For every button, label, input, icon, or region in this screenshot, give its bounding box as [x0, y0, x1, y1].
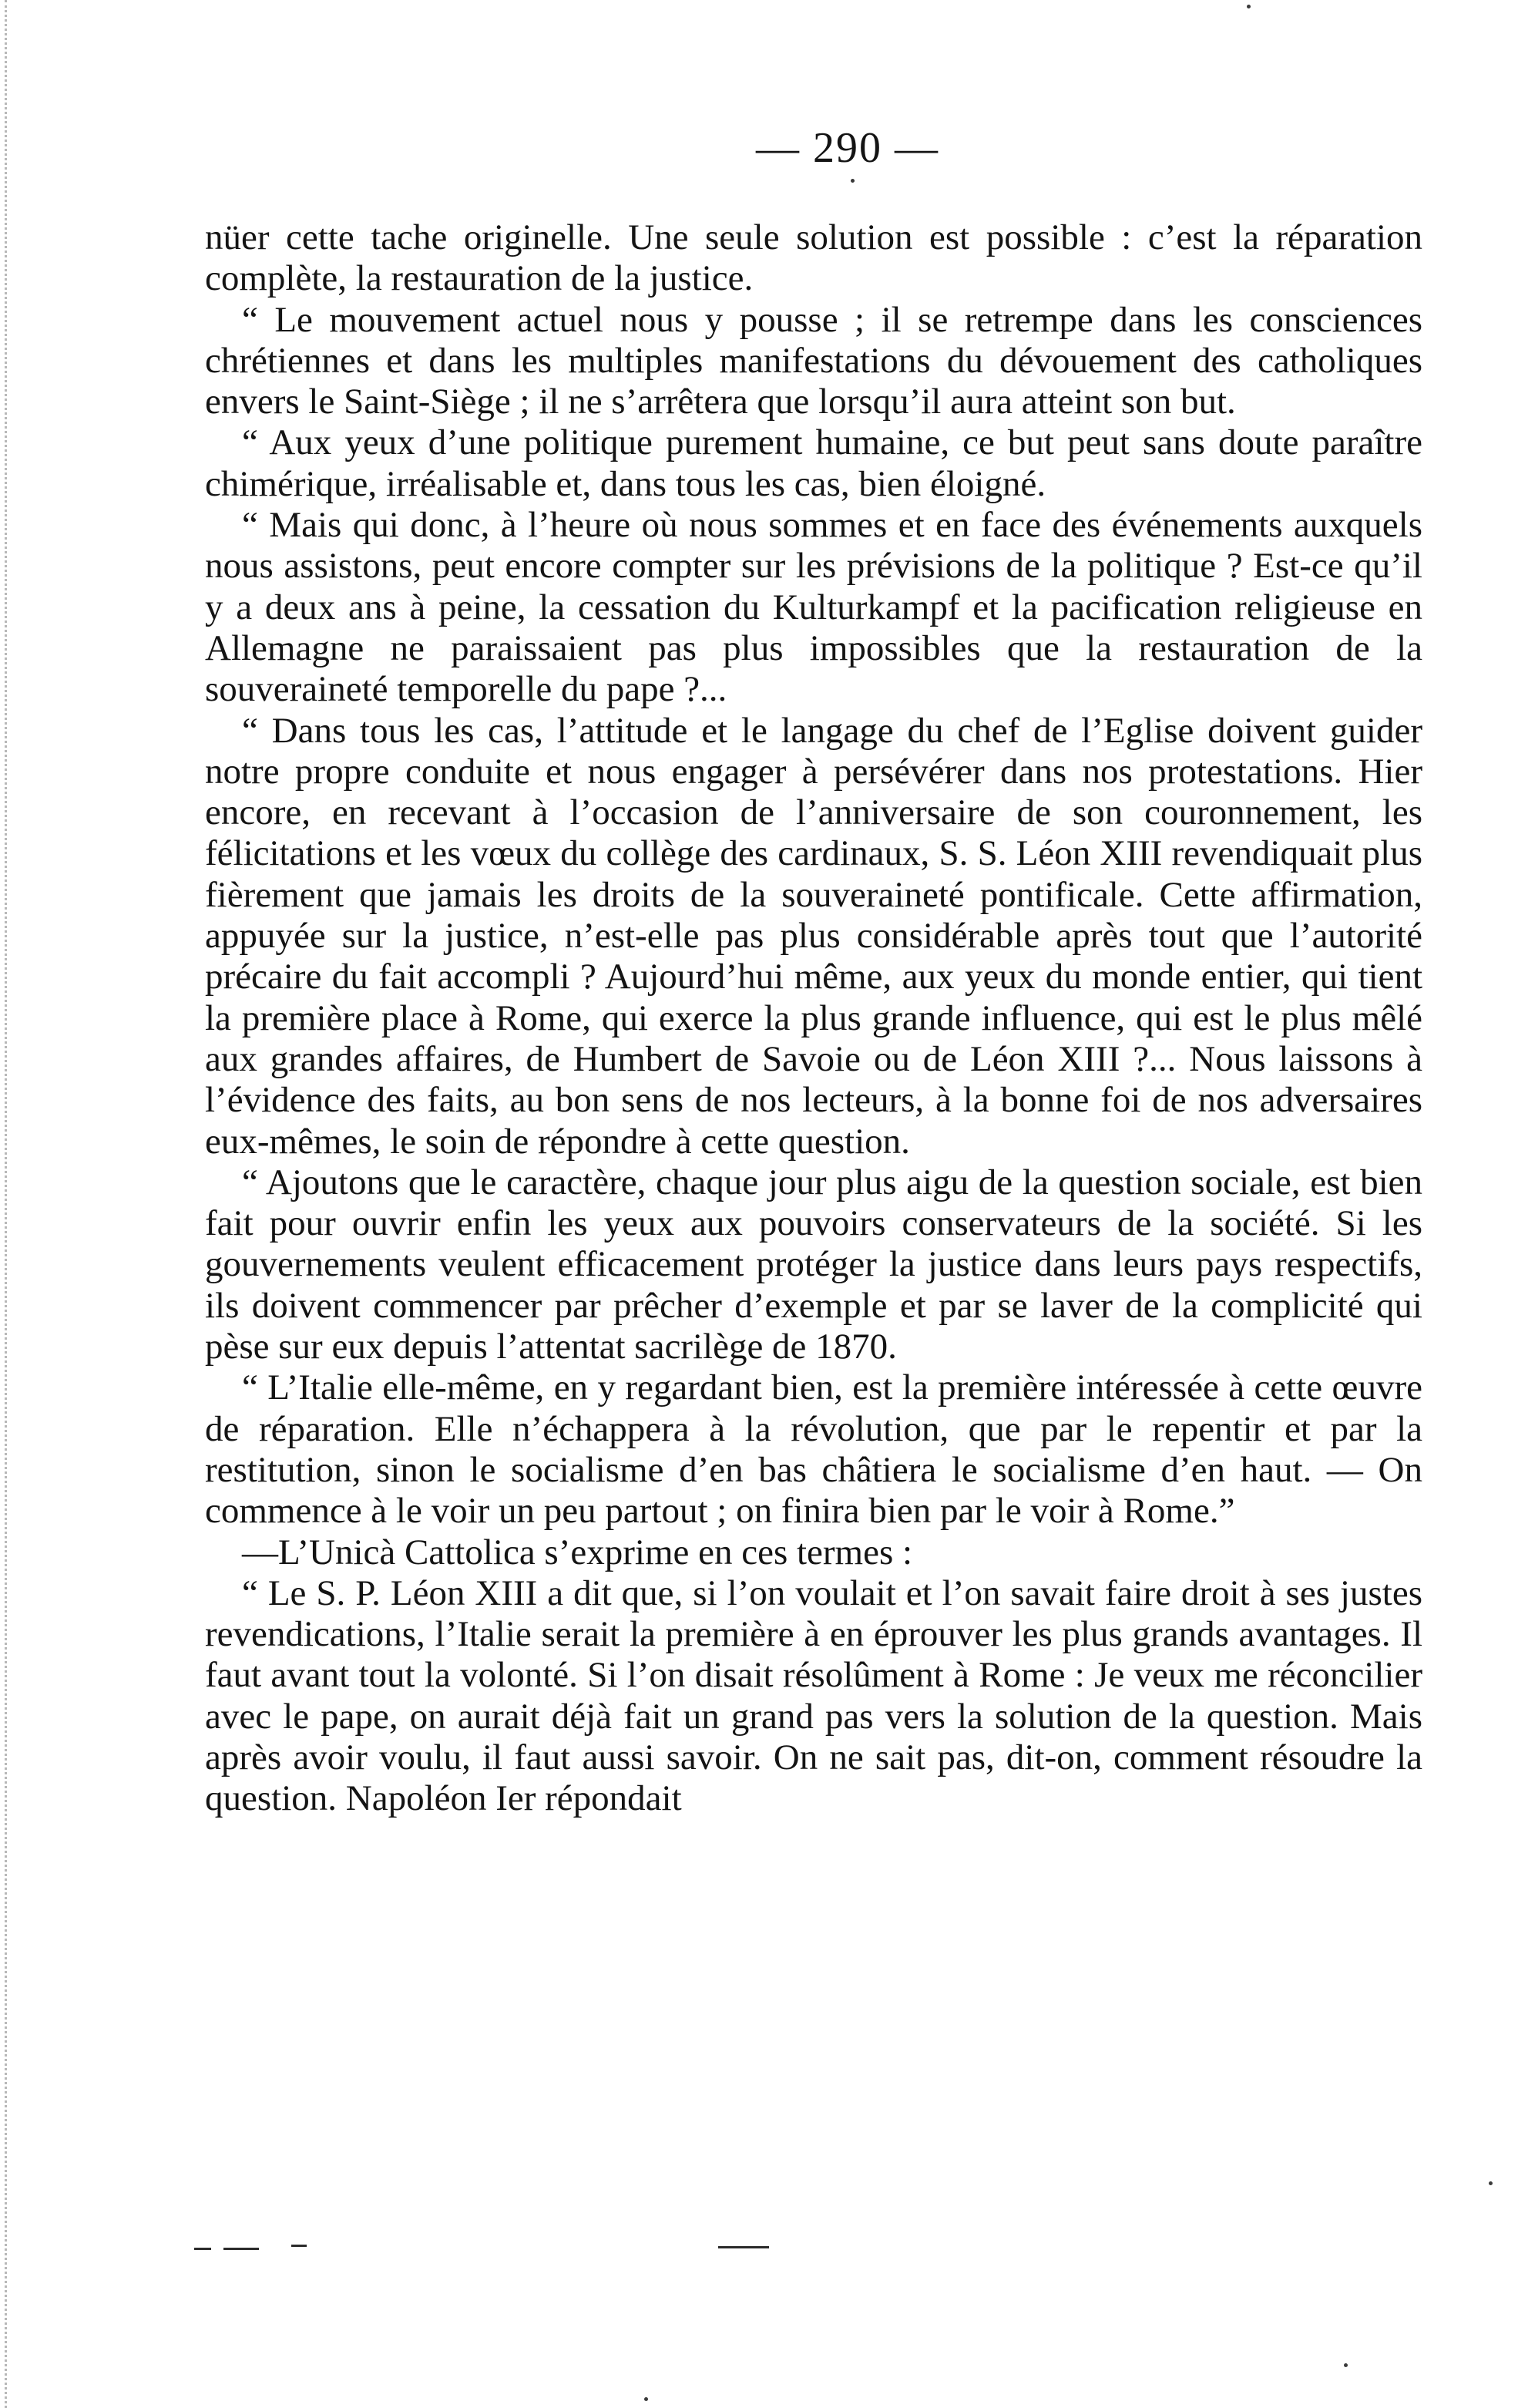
- ink-speck: [1489, 2181, 1493, 2185]
- paragraph-2: “ Le mouvement actuel nous y pousse ; il se retrempe dans les consciences chrétiennes et dans les multiples manifestations du dévouement des catholiques envers le Saint-Siège ; il ne s’arrêtera que lorsqu’il aura atteint son but.: [205, 299, 1422, 422]
- paragraph-9: “ Le S. P. Léon XIII a dit que, si l’on voulait et l’on savait faire droit à ses justes revendications, l’Italie serait la première à en éprouver les plus grands avantages. Il faut avant tout la volonté. Si l’on disait résolûment à Rome : Je veux me réconcilier avec le pape, on aurait déjà fait un grand pas vers la solution de la question. Mais après avoir voulu, il faut aussi savoir. On ne sait pas, dit-on, comment résoudre la question. Napoléon Ier répondait: [205, 1572, 1422, 1819]
- body-text: [205, 217, 1422, 1820]
- paragraph-6: “ Ajoutons que le caractère, chaque jour plus aigu de la question sociale, est bien fait pour ouvrir enfin les yeux aux pouvoirs conservateurs de la société. Si les gouvernements veulent efficacement protéger la justice dans leurs pays respectifs, ils doivent commencer par prêcher d’exemple et par se laver de la complicité qui pèse sur eux depuis l’attentat sacrilège de 1870.: [205, 1162, 1422, 1367]
- paragraph-3: “ Aux yeux d’une politique purement humaine, ce but peut sans doute paraître chimérique, irréalisable et, dans tous les cas, bien éloigné.: [205, 422, 1422, 504]
- print-mark: [223, 2248, 259, 2250]
- page-number: — 290 —: [756, 124, 939, 172]
- paragraph-8: —L’Unicà Cattolica s’exprime en ces termes :: [242, 1532, 913, 1572]
- ink-speck: [1344, 2363, 1348, 2367]
- print-mark: [718, 2246, 769, 2248]
- paragraph-7: “ L’Italie elle-même, en y regardant bien, est la première intéressée à cette œuvre de réparation. Elle n’échappera à la révolution, que par le repentir et par la restitution, sinon le socialisme d’en bas châtiera le socialisme d’en haut. — On commence à le voir un peu partout ; on finira bien par le voir à Rome.”: [205, 1367, 1422, 1532]
- footer-print-marks: [0, 2237, 1518, 2268]
- print-mark: [291, 2245, 307, 2247]
- page-binding-edge: [5, 0, 9, 2408]
- ink-speck: [851, 179, 855, 183]
- paragraph-1: nüer cette tache originelle. Une seule solution est possible : c’est la réparation complète, la restauration de la justice.: [205, 217, 1422, 299]
- ink-speck: [644, 2397, 648, 2401]
- paragraph-5: “ Dans tous les cas, l’attitude et le langage du chef de l’Eglise doivent guider notre propre conduite et nous engager à persévérer dans nos protestations. Hier encore, en recevant à l’occasion de l’anniversaire de son couronnement, les félicitations et les vœux du collège des cardinaux, S. S. Léon XIII revendiquait plus fièrement que jamais les droits de la souveraineté pontificale. Cette affirmation, appuyée sur la justice, n’est-elle pas plus considérable après tout que l’autorité précaire du fait accompli ? Aujourd’hui même, aux yeux du monde entier, qui tient la première place à Rome, qui exerce la plus grande influence, qui est le plus mêlé aux grandes affaires, de Humbert de Savoie ou de Léon XIII ?... Nous laissons à l’évidence des faits, au bon sens de nos lecteurs, à la bonne foi de nos adversaires eux-mêmes, le soin de répondre à cette question.: [205, 710, 1422, 1162]
- print-mark: [194, 2248, 211, 2250]
- paragraph-4: “ Mais qui donc, à l’heure où nous sommes et en face des événements auxquels nous assistons, peut encore compter sur les prévisions de la politique ? Est-ce qu’il y a deux ans à peine, la cessation du Kulturkampf et la pacification religieuse en Allemagne ne paraissaient pas plus impossibles que la restauration de la souveraineté temporelle du pape ?...: [205, 505, 1422, 710]
- ink-speck: [1247, 5, 1251, 8]
